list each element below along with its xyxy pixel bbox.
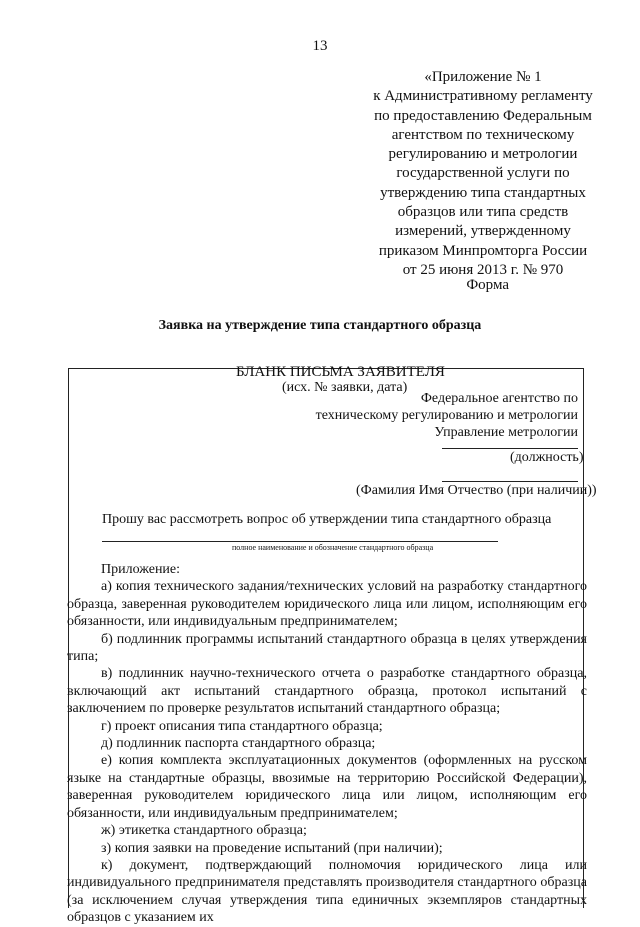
position-caption: (должность) (510, 450, 584, 465)
attachment-item: г) проект описания типа стандартного образца; (101, 718, 383, 734)
letterhead-label: БЛАНК ПИСЬМА ЗАЯВИТЕЛЯ (236, 364, 445, 380)
appendix-header-line: агентством по техническому (391, 126, 575, 143)
attachments-list (67, 561, 587, 927)
sample-name-line (102, 541, 498, 542)
recipient-line: Управление метрологии (434, 425, 578, 440)
appendix-header-line: измерений, утвержденному (395, 223, 571, 240)
appendix-header (358, 68, 608, 280)
appendix-header-line: к Административному регламенту (373, 88, 593, 105)
sample-name-caption: полное наименование и обозначение стандартного образца (232, 543, 434, 552)
appendix-header-line: «Приложение № 1 (424, 69, 542, 85)
page-number: 13 (312, 38, 328, 54)
appendix-header-line: регулированию и метрологии (388, 146, 578, 163)
appendix-header-line: от 25 июня 2013 г. № 970 (402, 261, 564, 278)
attachment-item: к) документ, подтверждающий полномочия юридического лица или индивидуального предпринимателя представлять производителя стандартного образца (за исключением случая утверждения типа единичных экземпляров стандартных образцов с указанием их (67, 857, 587, 926)
request-text: Прошу вас рассмотреть вопрос об утверждении типа стандартного образца (102, 512, 552, 527)
appendix-header-line: приказом Минпромторга России (378, 242, 588, 259)
name-signature-line (442, 481, 578, 482)
attachments-heading: Приложение: (101, 562, 181, 577)
attachment-item: б) подлинник программы испытаний стандартного образца в целях утверждения типа; (67, 631, 587, 665)
attachment-item: в) подлинник научно-технического отчета о разработке стандартного образца, включающий акт испытаний стандартного образца, протокол испытаний с заключением по проверке результатов испытаний стандартного образца; (67, 666, 587, 717)
recipient-line: Федеральное агентство по (420, 391, 578, 406)
attachment-item: е) копия комплекта эксплуатационных документов (оформленных на русском языке на стандартные образцы, ввозимые на территорию Российской Федерации), заверенная руководителем юридического лица или лицом, исполняющим его обязанности, или индивидуальным предпринимателем; (67, 753, 587, 821)
appendix-header-line: утверждению типа стандартных (380, 184, 586, 201)
recipient-line: техническому регулированию и метрологии (315, 408, 578, 423)
outgoing-number-label: (исх. № заявки, дата) (282, 380, 408, 395)
appendix-header-line: образцов или типа средств (397, 204, 569, 221)
form-label: Форма (466, 277, 509, 293)
appendix-header-line: государственной услуги по (396, 165, 570, 182)
attachment-item: ж) этикетка стандартного образца; (101, 823, 307, 839)
appendix-header-line: по предоставлению Федеральным (374, 107, 592, 124)
attachment-item: д) подлинник паспорта стандартного образца; (101, 736, 376, 752)
position-signature-line (442, 448, 578, 449)
document-title: Заявка на утверждение типа стандартного образца (158, 318, 482, 333)
attachment-item: з) копия заявки на проведение испытаний (при наличии); (101, 840, 443, 856)
name-caption: (Фамилия Имя Отчество (при наличии)) (356, 483, 597, 498)
attachment-item: а) копия технического задания/технических условий на разработку стандартного образца, заверенная руководителем юридического лица или лицом, исполняющим его обязанности, или индивидуальным предпринимателем; (67, 579, 587, 630)
